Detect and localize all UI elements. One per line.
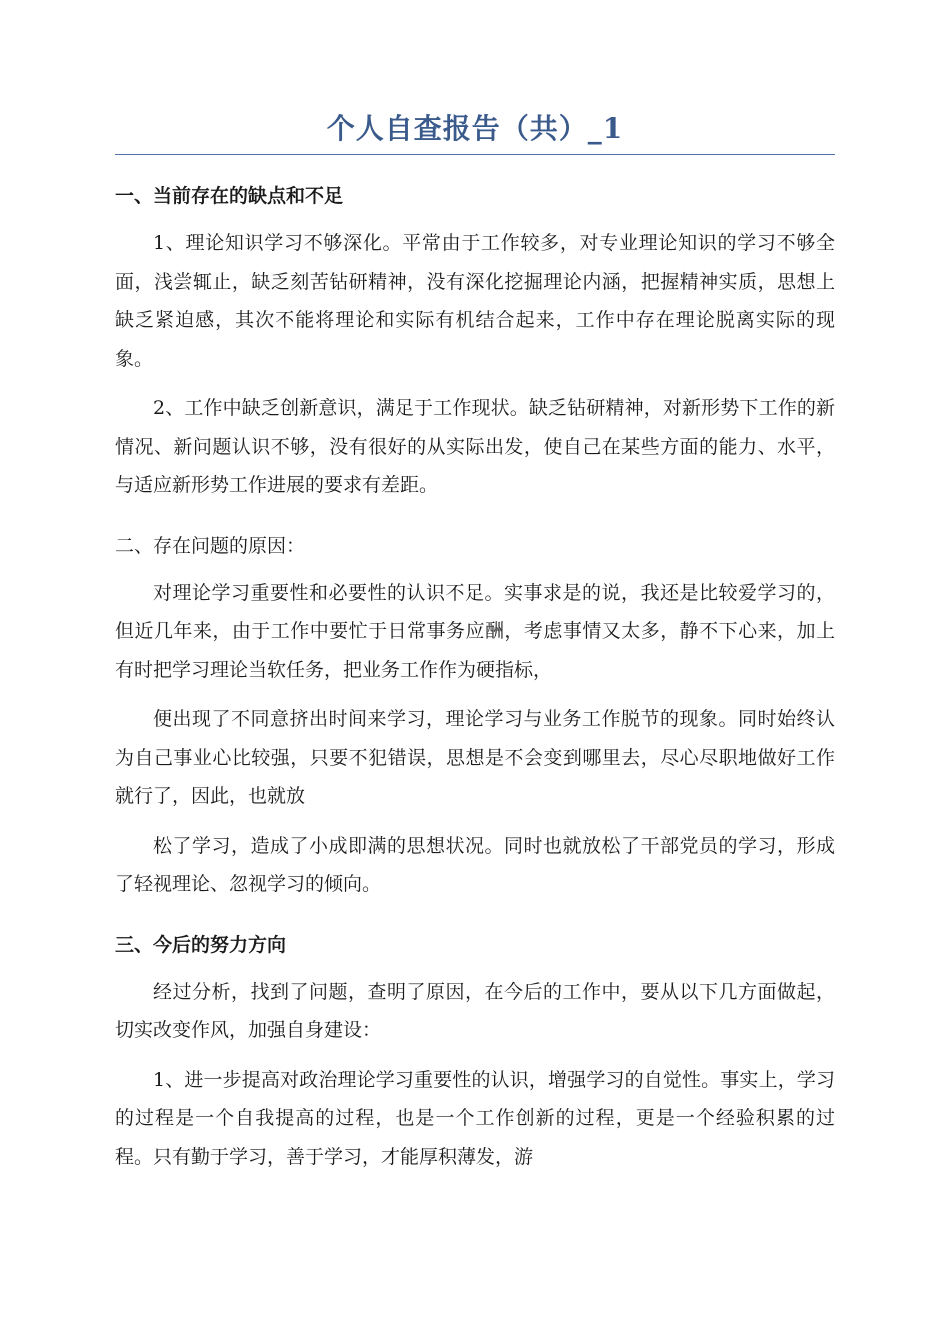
section-heading: 一、当前存在的缺点和不足 <box>115 185 344 207</box>
section-heading: 三、今后的努力方向 <box>115 933 287 956</box>
paragraph: 便出现了不同意挤出时间来学习，理论学习与业务工作脱节的现象。同时始终认为自己事业心比较强，只要不犯错误，思想是不会变到哪里去，尽心尽职地做好工作就行了，因此，也就放 <box>115 708 835 807</box>
paragraph: 松了学习，造成了小成即满的思想状况。同时也就放松了干部党员的学习，形成了轻视理论、忽视学习的倾向。 <box>115 834 835 895</box>
paragraph: 1、进一步提高对政治理论学习重要性的认识，增强学习的自觉性。事实上，学习的过程是一个自我提高的过程，也是一个工作创新的过程，更是一个经验积累的过程。只有勤于学习，善于学习，才能厚积薄发，游 <box>115 1068 835 1168</box>
paragraph: 1、理论知识学习不够深化。平常由于工作较多，对专业理论知识的学习不够全面，浅尝辄止，缺乏刻苦钻研精神，没有深化挖掘理论内涵，把握精神实质，思想上缺乏紧迫感，其次不能将理论和实际有机结合起来，工作中存在理论脱离实际的现象。 <box>115 232 835 370</box>
document-page <box>115 110 835 1176</box>
paragraph: 经过分析，找到了问题，查明了原因，在今后的工作中，要从以下几方面做起，切实改变作风，加强自身建设： <box>115 980 835 1041</box>
section-3 <box>115 928 835 1177</box>
section-2 <box>115 529 835 904</box>
section-heading: 二、存在问题的原因： <box>115 534 306 557</box>
document-title: 个人自查报告（共）_1 <box>115 110 835 155</box>
paragraph: 2、工作中缺乏创新意识，满足于工作现状。缺乏钻研精神，对新形势下工作的新情况、新问题认识不够，没有很好的从实际出发，使自己在某些方面的能力、水平，与适应新形势工作进展的要求有差距。 <box>115 397 835 496</box>
section-1 <box>115 179 835 505</box>
paragraph: 对理论学习重要性和必要性的认识不足。实事求是的说，我还是比较爱学习的，但近几年来，由于工作中要忙于日常事务应酬，考虑事情又太多，静不下心来，加上有时把学习理论当软任务，把业务工作作为硬指标， <box>115 581 835 681</box>
